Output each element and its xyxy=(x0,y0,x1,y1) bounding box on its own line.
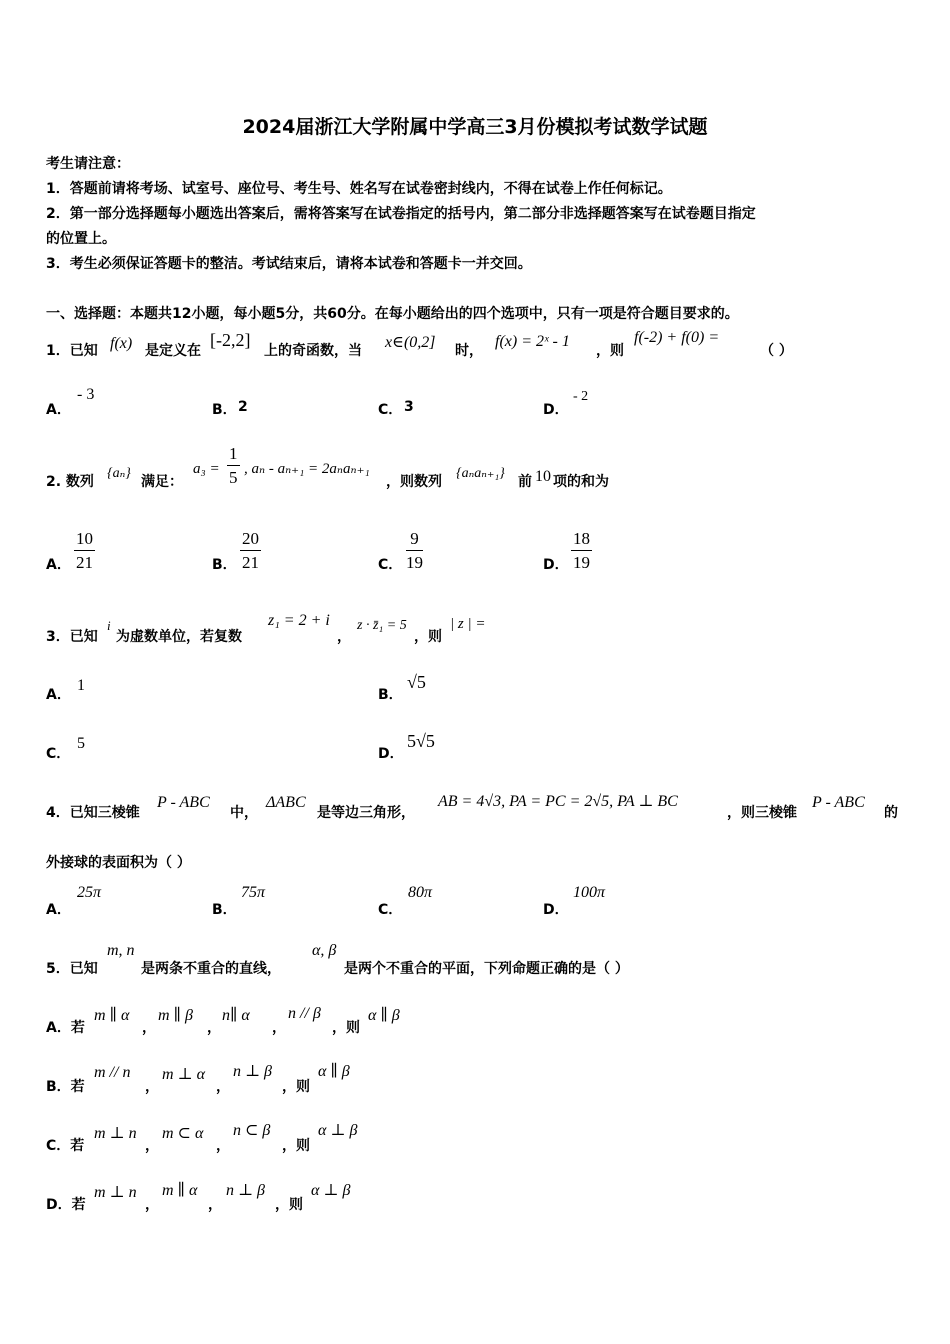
q2-text-1: 2. 数列 xyxy=(46,474,94,490)
q5-math-2: α, β xyxy=(312,942,337,959)
page-title: 2024届浙江大学附属中学高三3月份模拟考试数学试题 xyxy=(242,116,708,138)
q2-math-2a: a₃ = xyxy=(193,461,220,477)
q1-option-d-label: D． xyxy=(543,402,569,418)
q5-text-1: 5．已知 xyxy=(46,961,98,977)
q3-math-2: z₁ = 2 + i xyxy=(268,612,330,629)
notice-item-3: 3．考生必须保证答题卡的整洁。考试结束后，请将本试卷和答题卡一并交回。 xyxy=(46,256,532,272)
q2-math-3: {aₙaₙ₊₁} xyxy=(456,466,505,481)
q5-option-d-comma-3: ， xyxy=(275,1197,289,1213)
q3-option-b-label: B． xyxy=(378,687,403,703)
q4-text-4: ，则三棱锥 xyxy=(727,805,797,821)
q5-option-b-comma-3: ， xyxy=(282,1079,296,1095)
q3-math-3: z · z̄₁ = 5 xyxy=(357,618,407,633)
q2-option-c-label: C． xyxy=(378,557,403,573)
q2-math-1: {aₙ} xyxy=(107,466,131,481)
q2-math-2c: , aₙ - aₙ₊₁ = 2aₙaₙ₊₁ xyxy=(244,461,370,477)
q5-option-a-cond-3: n∥ α xyxy=(222,1007,250,1024)
q1-text-3: 上的奇函数，当 xyxy=(264,343,362,359)
q5-option-d-comma-2: ， xyxy=(208,1197,222,1213)
q4-option-b-value: 75π xyxy=(241,884,266,901)
q5-option-d-result: α ⊥ β xyxy=(311,1182,351,1199)
q5-option-d-comma-1: ， xyxy=(145,1197,159,1213)
q5-option-a-then xyxy=(332,1017,360,1037)
q5-option-c-comma-1: ， xyxy=(145,1138,159,1154)
q5-option-d-then xyxy=(275,1194,303,1214)
q5-option-a-cond-2: m ∥ β xyxy=(158,1007,193,1024)
q5-option-b-cond-2: m ⊥ α xyxy=(162,1066,205,1083)
q2-option-a-den: 21 xyxy=(76,553,93,572)
q4-math-3: AB = 4√3, PA = PC = 2√5, PA ⊥ BC xyxy=(438,793,678,810)
section-heading: 一、选择题：本题共12小题，每小题5分，共60分。在每小题给出的四个选项中，只有一项是符合题目要求的。 xyxy=(46,306,739,322)
q5-option-d-cond-1: m ⊥ n xyxy=(94,1184,137,1201)
q2-option-c-num: 9 xyxy=(406,529,423,551)
q5-option-a-then-text: 则 xyxy=(346,1020,360,1036)
q1-option-b-label: B． xyxy=(212,402,237,418)
q1-math-4: f(x) = 2ˣ - 1 xyxy=(495,333,570,350)
q3-option-a-label: A． xyxy=(46,687,71,703)
q2-option-a-label: A． xyxy=(46,557,71,573)
q5-option-d-cond-3: n ⊥ β xyxy=(226,1182,266,1199)
q5-option-c-label: C．若 xyxy=(46,1138,85,1154)
q1-option-d-value: - 2 xyxy=(573,389,589,404)
q3-text-2: 为虚数单位，若复数 xyxy=(116,629,242,645)
q1-math-5: f(-2) + f(0) = xyxy=(634,329,720,346)
q4-option-b-label: B． xyxy=(212,902,237,918)
q5-option-c-cond-2: m ⊂ α xyxy=(162,1125,204,1142)
q5-option-b-comma-2: ， xyxy=(216,1079,230,1095)
q4-option-c-value: 80π xyxy=(408,884,433,901)
q5-text-3: 是两个不重合的平面，下列命题正确的是（ ） xyxy=(344,961,629,977)
q1-text-5: ，则 xyxy=(596,343,624,359)
q3-option-c-label: C． xyxy=(46,746,71,762)
q5-option-a-comma-1: ， xyxy=(142,1020,156,1036)
q1-option-a-value: - 3 xyxy=(77,386,95,403)
q4-math-2: ΔABC xyxy=(266,794,306,811)
q5-option-b-cond-1: m // n xyxy=(94,1064,131,1081)
q5-option-c-comma-3: ， xyxy=(282,1138,296,1154)
q4-text-3: 是等边三角形， xyxy=(317,805,415,821)
q1-math-2: [-2,2] xyxy=(210,330,251,350)
q2-option-a-num: 10 xyxy=(74,529,95,551)
q4-text-5: 的 xyxy=(884,805,898,821)
q1-math-3: x∈(0,2] xyxy=(385,334,436,351)
q3-option-a-value: 1 xyxy=(77,677,85,694)
q5-option-c-then xyxy=(282,1135,310,1155)
notice-heading: 考生请注意： xyxy=(46,156,130,172)
q2-option-c-fraction xyxy=(406,529,423,573)
q5-option-c-comma-2: ， xyxy=(216,1138,230,1154)
q2-option-b-den: 21 xyxy=(242,553,259,572)
q4-text-1: 4．已知三棱锥 xyxy=(46,805,140,821)
q5-option-a-result: α ∥ β xyxy=(368,1007,400,1024)
q5-option-a-label: A．若 xyxy=(46,1020,85,1036)
q5-option-a-cond-1: m ∥ α xyxy=(94,1007,130,1024)
q2-option-b-num: 20 xyxy=(240,529,261,551)
q2-text-2: 满足： xyxy=(141,474,183,490)
q3-text-1: 3．已知 xyxy=(46,629,98,645)
q2-option-d-den: 19 xyxy=(573,553,590,572)
q5-option-b-comma-1: ， xyxy=(145,1079,159,1095)
q4-math-1: P - ABC xyxy=(157,794,210,811)
q5-option-b-then xyxy=(282,1076,310,1096)
q1-option-b-value: 2 xyxy=(238,399,248,415)
q5-option-d-cond-2: m ∥ α xyxy=(162,1182,198,1199)
q4-option-d-value: 100π xyxy=(573,884,606,901)
q5-option-b-then-text: 则 xyxy=(296,1079,310,1095)
q5-option-c-then-text: 则 xyxy=(296,1138,310,1154)
q2-text-3: ，则数列 xyxy=(386,474,442,490)
q5-option-a-comma-3: ， xyxy=(272,1020,286,1036)
q5-text-2: 是两条不重合的直线， xyxy=(141,961,281,977)
q1-text-1: 1．已知 xyxy=(46,343,98,359)
q5-math-1: m, n xyxy=(107,942,135,959)
q4-option-a-label: A． xyxy=(46,902,71,918)
notice-item-1: 1．答题前请将考场、试室号、座位号、考生号、姓名写在试卷密封线内，不得在试卷上作任何标记。 xyxy=(46,181,672,197)
q3-option-b-value: √5 xyxy=(407,672,426,692)
notice-item-2-cont: 的位置上。 xyxy=(46,231,116,247)
q4-option-a-value: 25π xyxy=(77,884,102,901)
q1-text-4: 时， xyxy=(455,343,483,359)
q3-text-3: ， xyxy=(337,629,351,645)
q1-text-2: 是定义在 xyxy=(145,343,201,359)
q2-option-b-fraction xyxy=(240,529,261,573)
q2-text-5: 项的和为 xyxy=(553,474,609,490)
q5-option-a-comma-2: ， xyxy=(207,1020,221,1036)
q5-option-b-cond-3: n ⊥ β xyxy=(233,1063,273,1080)
q3-math-1: i xyxy=(107,618,111,633)
q2-option-b-label: B． xyxy=(212,557,237,573)
q5-option-b-result: α ∥ β xyxy=(318,1063,350,1080)
q3-math-4: | z | = xyxy=(450,616,486,632)
q2-math-4: 10 xyxy=(535,468,551,485)
q4-option-d-label: D． xyxy=(543,902,569,918)
q5-option-a-comma-4: ， xyxy=(332,1020,346,1036)
q2-option-c-den: 19 xyxy=(406,553,423,572)
q2-fraction-num: 1 xyxy=(227,444,240,466)
q1-option-c-value: 3 xyxy=(404,399,414,415)
q3-option-d-label: D． xyxy=(378,746,404,762)
q2-option-d-num: 18 xyxy=(571,529,592,551)
q5-option-d-then-text: 则 xyxy=(289,1197,303,1213)
q2-option-d-fraction xyxy=(571,529,592,573)
q4-math-4: P - ABC xyxy=(812,794,865,811)
q3-option-d-value: 5√5 xyxy=(407,731,435,751)
q1-option-a-label: A． xyxy=(46,402,71,418)
q2-text-4: 前 xyxy=(518,474,532,490)
q2-fraction-den: 5 xyxy=(229,468,238,487)
q2-option-d-label: D． xyxy=(543,557,569,573)
q5-option-c-cond-3: n ⊂ β xyxy=(233,1122,271,1139)
q2-option-a-fraction xyxy=(74,529,95,573)
q3-text-4: ，则 xyxy=(414,629,442,645)
q5-option-d-label: D．若 xyxy=(46,1197,86,1213)
q4-text-line2: 外接球的表面积为（ ） xyxy=(46,855,191,871)
q3-option-c-value: 5 xyxy=(77,735,85,752)
q5-option-c-result: α ⊥ β xyxy=(318,1122,358,1139)
q2-fraction-a3 xyxy=(227,444,240,488)
q1-option-c-label: C． xyxy=(378,402,403,418)
q5-option-a-cond-4: n // β xyxy=(288,1005,321,1022)
q4-text-2: 中， xyxy=(230,805,258,821)
q5-option-b-label: B．若 xyxy=(46,1079,85,1095)
q5-option-c-cond-1: m ⊥ n xyxy=(94,1125,137,1142)
q1-math-1: f(x) xyxy=(110,335,133,352)
q1-answer-blank: （ ） xyxy=(760,343,793,359)
q4-option-c-label: C． xyxy=(378,902,403,918)
notice-item-2: 2．第一部分选择题每小题选出答案后，需将答案写在试卷指定的括号内，第二部分非选择题答案写在试卷题目指定 xyxy=(46,206,756,222)
